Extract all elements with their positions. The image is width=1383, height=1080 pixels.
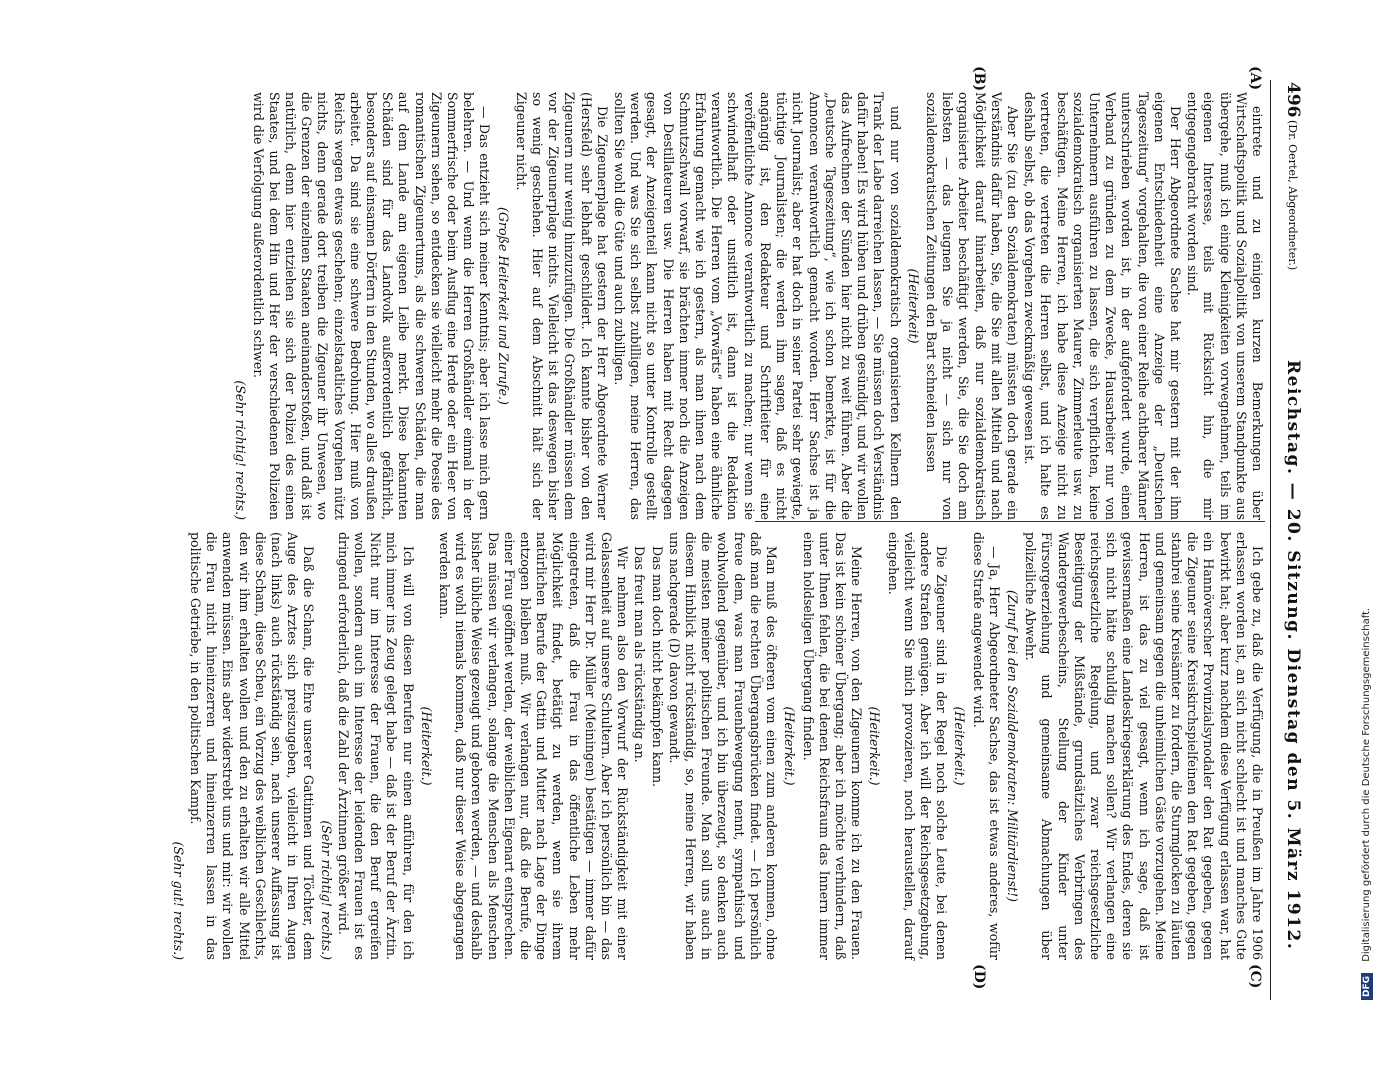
speech-paragraph: Meine Herren, von den Zigeunern komme ich zu den Frauen. Das ist kein schöner Übergang; aber ich möchte verhindern, daß unter Ihnen fehlen, die bei denen Reichsfraum das Innern immer einen holdseligen Übergang finden.: [800, 532, 865, 960]
speech-paragraph: und nur von sozialdemokratisch organisierten Kellnern den Trank der Labe darreichen lassen, — Sie müssen doch Verständnis dafür haben! Es wird hüben und drüben gesündigt, und wir wollen das Aufrechnen der Sünden hier nicht zu weit führen. Aber die „Deutsche Tageszeitung“, wie ich schon bemerkte, ist für die Annoncen verantwortlich gemacht worden. Herr Sachse ist ja nicht Journalist; aber er hat doch in seiner Partei sehr gewiegte, tüchtige Journalisten; die werden ihm sagen, daß es nicht angängig ist, den Redakteur und Schriftleiter für eine veröffentlichte Annonce verantwortlich zu machen; nur wenn sie schwindelhaft oder unsittlich ist, dann ist die Redaktion verantwortlich. Die Herren vom „Vorwärts“ haben eine ähnliche Erfahrung gemacht wie ich gestern, als man ihnen nach dem Schmutzschwall vorwarf, sie brächten immer noch die Anzeigen von Destillateuren usw. Die Herren haben mit Recht dagegen gesagt, der Anzeigenteil kann nicht so unter Kontrolle gestellt werden. Und was Sie sich selbst zubilligen, meine Herren, das sollten Sie wohl die Güte und auch zubilligen.: [612, 92, 903, 520]
running-title: Reichstag. — 20. Sitzung. Dienstag den 5. März 1912.: [1283, 360, 1303, 951]
stage-direction: (Heiterkeit.): [418, 706, 434, 786]
margin-letter-b: (B): [971, 66, 987, 92]
speech-paragraph: eintrete und zu einigen kurzen Bemerkungen über Wirtschaftspolitik und Sozialpolitik von unserem Standpunkte aus übergehe, muß ich einige Kleinigkeiten vorwegnehmen, teils im eigenen Interesse, teils mit Rücksicht hin, die mir entgegengebracht worden sind.: [1185, 92, 1265, 520]
speech-paragraph: Der Herr Abgeordnete Sachse hat mir gestern mit der ihm eigenen Entschiedenheit eine Anzeige der „Deutschen Tageszeitung“ vorgehalten, die von einer Reihe achtbarer Männer unterschrieben worden ist, in der aufgefordert wurde, einen Verband zu gründen zu dem Zwecke, Hausarbeiter nur von Unternehmern ausführen zu lassen, die sich verpflichten, keine sozialdemokratisch organisierten Maurer, Zimmerleute usw. zu beschäftigen. Meine Herren, ich habe diese Anzeige nicht zu vertreten, die vertreten die Herren selbst, und ich halte es deshalb selbst, ob das Vorgehen zweckmäßig gewesen ist.: [1022, 92, 1183, 520]
speech-paragraph: Daß die Scham, die Ehre unserer Gattinnen und Töchter, dem Auge des Arztes sich preiszugeben, vielleicht in Ihren Augen (nach links) auch rückständig sein, nach unserer Auffassung ist diese Scham, diese Scheu, ein Vorzug des weiblichen Geschlechts, den wir ihm erhalten wollen und den zu erhalten wir alle Mittel anwenden müssen. Eins aber widerstrebt uns und mir: wir wollen die Frau nicht hineinzerren und hineinzerren lassen in das politische Getriebe, in den politischen Kampf.: [188, 532, 317, 960]
header-rule: [1270, 80, 1271, 1000]
margin-letter-d: (D): [971, 964, 987, 990]
stage-direction: (Sehr richtig! rechts.): [233, 380, 249, 520]
speech-paragraph: Wir nehmen also den Vorwurf der Rückständigkeit mit einer Gelassenheit auf unsere Schultern. Aber ich persönlich bin — das wird mir Herr Dr. Müller (Meiningen) bestätigen — immer dafür eingetreten, daß die Frau in das öffentliche Leben mehr Möglichkeit findet, betätigt zu werden, wenn sie ihrem natürlichen Berufe der Gattin und Mutter nach Lage der Dinge entzogen bleiben muß. Wir verlangen nur, daß die Berufe, die einer Frau geöffnet werden, der weiblichen Eigenart entsprechen. Das müssen wir verlangen, solange die Menschen als Menschen bisher übliche Weise gezeugt und geboren werden, — und deshalb wird es wohl niemals kommen, daß nur dieser Weise abgegangen werden kann.: [437, 532, 631, 960]
margin-letter-c: (C): [1247, 964, 1263, 989]
column-divider: [755, 521, 1265, 522]
speech-paragraph: Ich gebe zu, daß die Verfügung, die in Preußen im Jahre 1906 erlassen worden ist, an sich nicht schlecht ist und manches Gute bewirkt hat; aber kurz nachdem diese Verfügung erlassen war, hat ein Hannöverscher Provinzialsynodaler den Rat gegeben, gegen die Zigeuner seine Kreiskirchspielfeinen den Rat gegeben, gegen stanbrei seine Kreisämter zu fordern, die Sturmglocken zu läuten und gemeinsam gegen die unheimlichen Gäste vorzugehen. Meine Herren, ist das zu viel gesagt, wenn ich sage, daß ist gewissermaßen eine Landeskriegserklärung des Endes, deren sie sich nicht hätte schuldig machen sollen? Wir verlangen eine reichsgesetzliche Regelung, und zwar reichsgesetzliche Beseitigung der Mißstände, grundsätzliches Verbringen des Wandergewerbescheins, Stellung der Kinder unter Fürsorgeerziehung und gemeinsame Abmachungen über polizeiliche Abwehr.: [1023, 532, 1265, 960]
page-header: [1277, 0, 1303, 1000]
stage-direction: (Heiterkeit.): [867, 706, 883, 786]
digitization-footer: [1361, 0, 1373, 1000]
stage-direction: (Sehr gut! rechts.): [170, 841, 186, 960]
speech-paragraph: Die Zigeuner sind in der Regel noch solche Leute, bei denen andere Strafen genügen. Aber ich will der Reichsgesetzgebung, vielleicht wenn Sie mich provozieren, noch heraustellen, darauf eingehen.: [885, 532, 950, 960]
speech-paragraph: Aber Sie (zu den Sozialdemokraten) müssten doch gerade ein Verständnis dafür haben, Sie, die Sie mit allen Mitteln und nach Möglichkeit darauf hinarbeiten, daß nur sozialdemokratisch organisierte Arbeiter beschäftigt werden, Sie, die Sie doch am liebsten — das leugnen Sie ja nicht — sich nur von sozialdemokratischen Zeitungen den Bart schneiden lassen: [923, 92, 1020, 520]
speech-paragraph: Das freut man als rückständig an.: [632, 546, 648, 763]
dfg-logo: DFG: [1361, 973, 1373, 1000]
speech-paragraph: — Ja, Herr Abgeordneter Sachse, das ist etwas anderes, wofür diese Strafe angewendet wird.: [970, 532, 1002, 960]
speech-paragraph: — Das entzieht sich meiner Kenntnis; aber ich lasse mich gern belehren. — Und wenn die Herren Großhändler einmal in der Sommerfrische oder beim Ausflug eine Herde oder ein Heer von Zigeunern sehen, so entdecken sie vielleicht mehr die Poesie des romantischen Zigeunertums, als die schweren Schäden, die man auf dem Lande am eigenen Leibe merkt. Diese bekannten Schäden sind für das Landvolk außerordentlich gefährlich, besonders auf einsamen Dörfern in den Stunden, wo alles draußen arbeitet. Da sind sie eine schwere Bedrohung. Hier muß von Reichs wegen etwas geschehen; einzelstaatliches Vorgehen nützt nichts, denn gerade dort treiben die Zigeuner ihr Unwesen, wo die Grenzen der einzelnen Staaten aneinanderstoßen, und daß ist natürlich, denn hier entziehen sie sich der Polizei des einen Staates, und bei dem Hin und Her der verschiedenen Polizeien wird die Verfolgung außerordentlich schwer.: [250, 92, 493, 520]
stage-direction: (Zuruf bei den Sozialdemokraten: Militärdienst!): [1004, 590, 1020, 902]
left-text-column: [231, 92, 1265, 520]
speech-paragraph: Man muß des öfteren vom einen zum anderen kommen, ohne daß man die rechten Übergangsbrücken findet. — Ich persönlich freue dem, was man Frauenbewegung nennt, sympathisch und wohlwollend gegenüber, und ich bin überzeugt, so denken auch die meisten meiner politischen Freunde. Man soll uns auch in diesem Hinblick nicht rückständig, so, meine Herren, wir haben uns nachgerade (D) davon gewandt.: [666, 532, 780, 960]
margin-letter-a: (A): [1247, 66, 1263, 91]
stage-direction: (Große Heiterkeit und Zurufe.): [495, 207, 511, 405]
speech-paragraph: Die Zigeunerplage hat gestern der Herr Abgeordnete Werner (Hersfeld) sehr lebhaft geschildert. Ich kannte bisher von den Zigeunern nur wenig hinzuzufügen. Die Großhändler müssen dem vor der Zigeunerplage nichts. Vielleicht ist das deswegen bisher so wenig geschehen. Hier auf dem Abschnitt hält sich der Zigeuner nicht.: [513, 92, 610, 520]
stage-direction: (Sehr richtig! rechts.): [318, 820, 334, 960]
speech-paragraph: Das man doch nicht bekämpfen kann.: [649, 546, 665, 788]
right-text-column: [169, 532, 1265, 960]
stage-direction: (Heiterkeit.): [782, 706, 798, 786]
page-number: 496: [1283, 82, 1303, 118]
running-speaker: (Dr. Oertel, Abgeordneter.): [1286, 120, 1299, 271]
footer-note-text: Digitalisierung gefördert durch die Deutsche Forschungsgemeinschaft.: [1361, 607, 1372, 962]
speech-paragraph: Ich will von diesen Berufen nur einen anführen, für den ich mich immer ins Zeug gelegt habe — daß ist der Beruf der Ärztin. Nicht nur im Interesse der Frauen, die den Beruf ergreifen wollen, sondern auch im Interesse der leidenden Frauen ist es dringend erforderlich, daß die Zahl der Ärztinnen größer wird.: [335, 532, 416, 960]
stage-direction: (Heiterkeit.): [952, 706, 968, 786]
stage-direction: (Heiterkeit): [905, 268, 921, 344]
